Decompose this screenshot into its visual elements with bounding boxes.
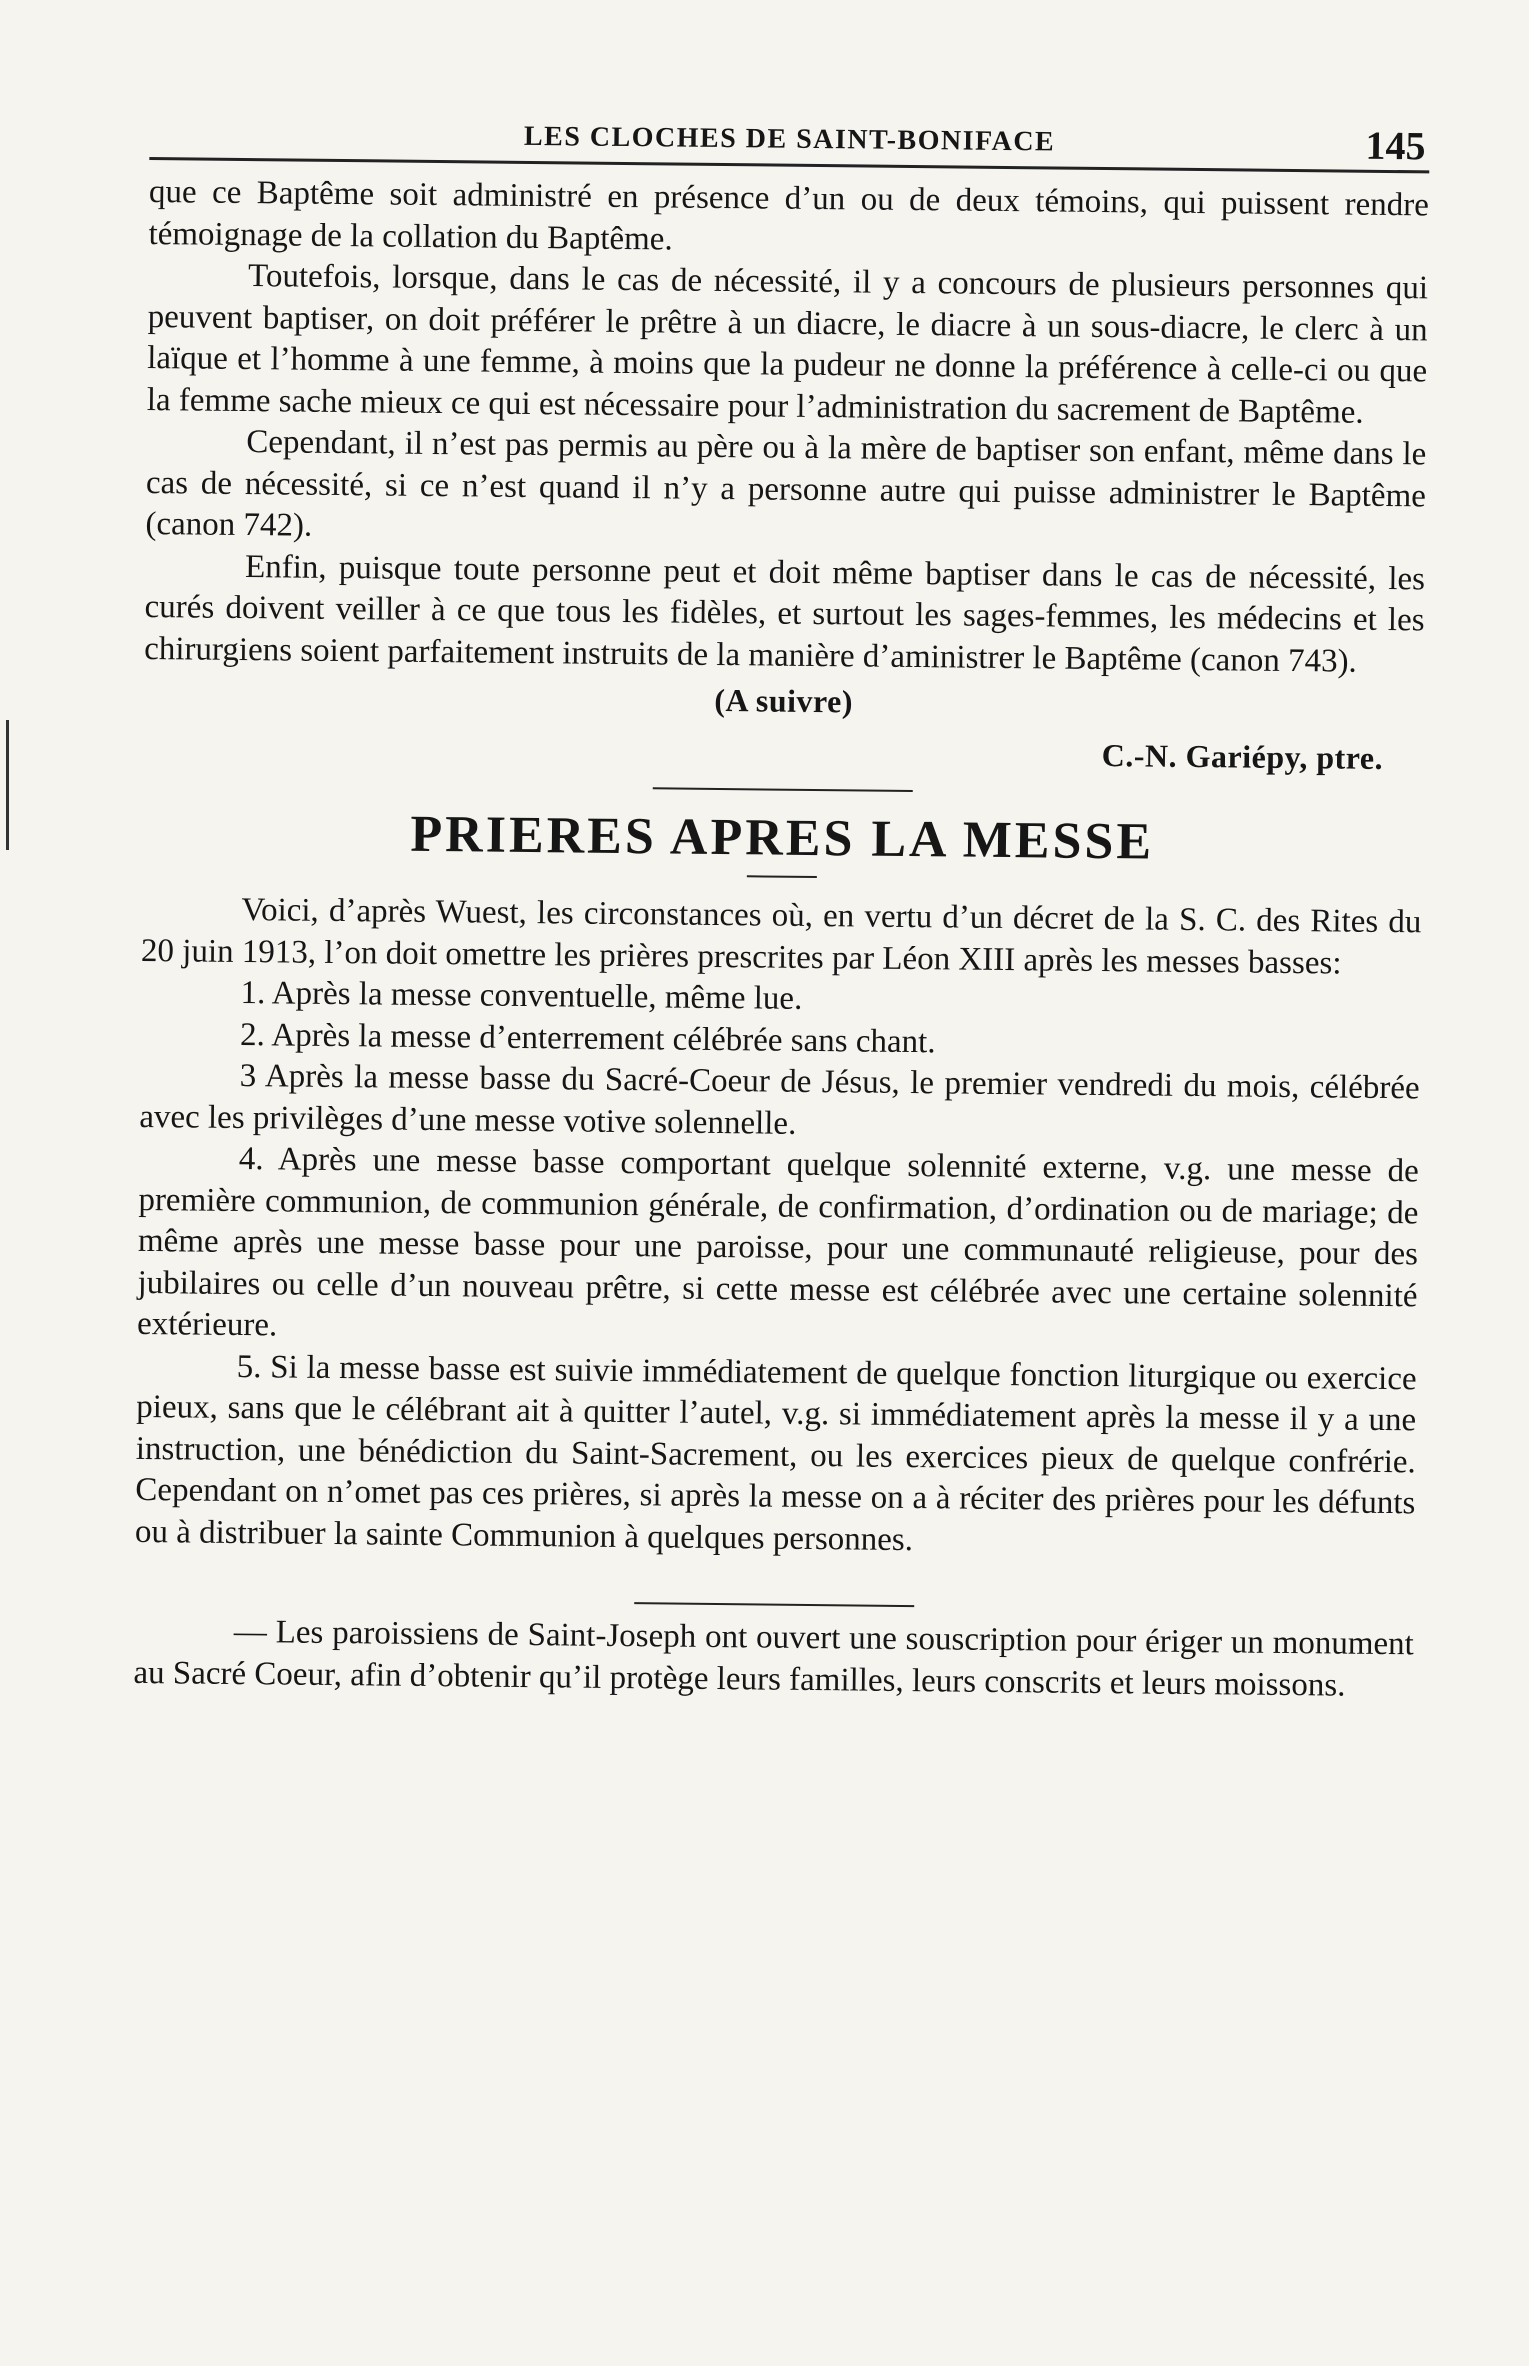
list-item: 5. Si la messe basse est suivie immédiatement de quelque fonction liturgique ou exercice pieux, sans que le célébrant ait à quitter l’autel, v.g. si immédiatement après la messe il y a une instruction, une bénédiction du Saint-Sacrement, ou les exercices pieux de quelque confrérie. Cependant on n’omet pas ces prières, si après la messe on a à réciter des prières pour les défunts ou à distribuer la sainte Communion à quelques personnes. [134,1348,1417,1558]
page [133,95,1430,1707]
paragraph: que ce Baptême soit administré en présence d’un ou de deux témoins, qui puissent rendre témoignage de la collation du Baptême. [148,173,1430,257]
title-underline [747,875,817,878]
author-signature: C.-N. Gariépy, ptre. [1101,737,1384,776]
paragraph: Cependant, il n’est pas permis au père ou à la mère de baptiser son enfant, même dans le cas de nécessité, si ce n’est quand il n’y a personne autre qui puisse administrer le Baptême (canon 742). [145,424,1427,544]
binding-edge-mark [6,720,9,850]
running-head [149,95,1430,168]
page-number: 145 [1365,122,1426,169]
list-item: 1. Après la messe conventuelle, même lue. [240,974,803,1017]
paragraph: Toutefois, lorsque, dans le cas de nécessité, il y a concours de plusieurs personnes qui peuvent baptiser, on doit préférer le prêtre à un diacre, le diacre à un sous-diacre, le clerc à un laïque et l’homme à une femme, à moins que la pudeur ne donne la préférence à celle-ci ou que la femme sache mieux ce qui est nécessaire pour l’administration du sacrement de Baptême. [146,258,1429,431]
list-item: 2. Après la messe d’enterrement célébrée sans chant. [239,1016,936,1060]
paragraph: Enfin, puisque toute personne peut et doit même baptiser dans le cas de nécessité, les curés doivent veiller à ce que tous les fidèles, et surtout les sages-femmes, les médecins et les chirurgiens soient parfaitement instruits de la manière d’aministrer le Baptême (canon 743). [144,548,1426,680]
news-item [133,1611,1414,1707]
list-item: 4. Après une messe basse comportant quelque solennité externe, v.g. une messe de première communion, de communion générale, de confirmation, d’ordination ou de mariage; de même après une messe basse pour une paroisse, pour une communauté religieuse, pour des jubilaires ou celle d’un nouveau prêtre, si cette messe est célébrée avec une certaine solennité extérieure. [136,1140,1419,1344]
to-be-continued: (A suivre) [714,681,854,720]
list-item: 3 Après la messe basse du Sacré-Coeur de Jésus, le premier vendredi du mois, célébrée avec les privilèges d’une messe votive solennelle. [139,1057,1420,1142]
section-divider [653,787,913,792]
section-title: PRIERES APRES LA MESSE [410,805,1155,871]
running-title: LES CLOCHES DE SAINT-BONIFACE [523,120,1056,158]
section-intro: Voici, d’après Wuest, les circonstances où, en vertu d’un décret de la S. C. des Rites du 20 juin 1913, l’on doit omettre les prières prescrites par Léon XIII après les messes basses: [140,892,1422,982]
article-continuation [144,172,1429,683]
news-divider [634,1602,914,1607]
section-body [135,889,1422,1566]
news-paragraph: — Les paroissiens de Saint-Joseph ont ouvert une souscription pour ériger un monument au Sacré Coeur, afin d’obtenir qu’il protège leurs familles, leurs conscrits et leurs moissons. [133,1613,1415,1704]
